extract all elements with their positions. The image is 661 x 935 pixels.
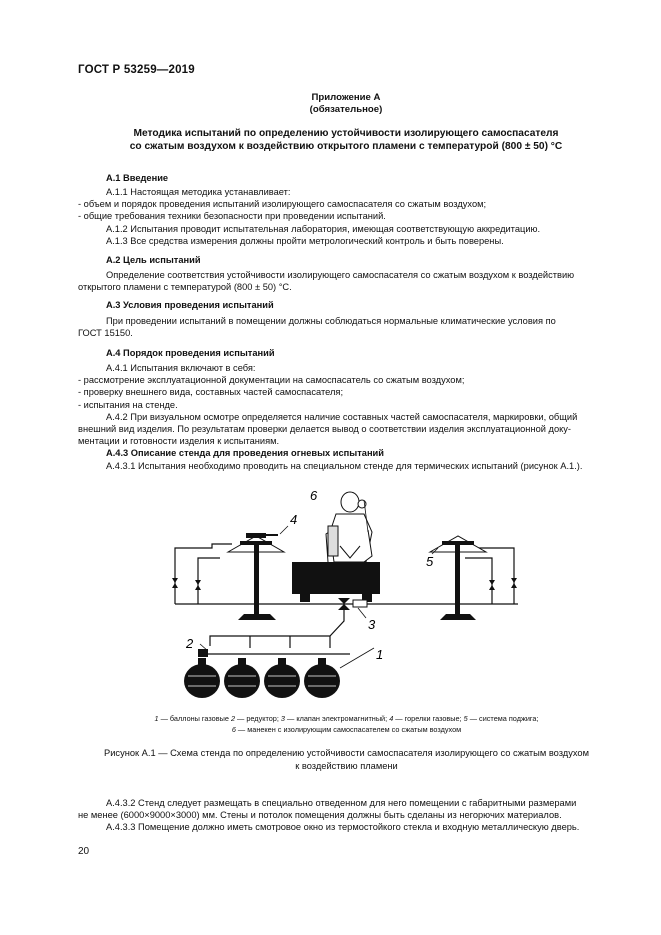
legend-text-2: — редуктор; (235, 714, 281, 723)
legend-text-3: — клапан электромагнитный; (284, 714, 390, 723)
a2-text-line2: открытого пламени с температурой (800 ± 50) °С. (78, 282, 292, 293)
cylinder-2 (224, 664, 260, 698)
label-1: 1 (376, 647, 384, 662)
gas-cylinders (184, 658, 340, 698)
a432-line2: не менее (6000×9000×3000) мм. Стены и потолок помещения должны быть сделаны из негорючих материалов. (78, 810, 562, 821)
cylinder-branches (250, 636, 330, 648)
a4-bullet-1: - рассмотрение эксплуатационной документации на самоспасатель со сжатым воздухом; (78, 375, 465, 386)
appendix-title: Приложение А (311, 92, 381, 103)
legend-text-4: — горелки газовые; (393, 714, 464, 723)
legend-text-1: — баллоны газовые (158, 714, 231, 723)
right-feed-pipe (442, 546, 514, 604)
section-a2-heading: А.2 Цель испытаний (106, 255, 201, 265)
a3-text-line1: При проведении испытаний в помещении должны соблюдаться нормальные климатические условия по (106, 316, 556, 326)
a4-p2-line3: ментации и готовности изделия к испытаниям. (78, 436, 280, 447)
section-a4-heading: А.4 Порядок проведения испытаний (106, 348, 275, 358)
page-number: 20 (78, 846, 90, 857)
label-6: 6 (310, 488, 318, 503)
section-a432-body (78, 797, 615, 834)
section-a2-body (78, 269, 615, 293)
figure-caption (78, 747, 615, 773)
right-ignition-pipe (465, 558, 492, 604)
legend-num-6: 6 (231, 725, 236, 734)
a1-bullet-2: - общие требования техники безопасности при проведении испытаний. (78, 211, 386, 222)
standard-header: ГОСТ Р 53259—2019 (78, 64, 195, 76)
figure-legend-line2 (78, 724, 615, 735)
a1-p3: А.1.3 Все средства измерения должны пройти метрологический контроль и быть поверены. (106, 235, 504, 246)
legend-text-5: — система поджига; (467, 714, 539, 723)
section-a1-body (78, 186, 615, 247)
legend-text-6: — манекен с изолирующим самоспасателем со сжатым воздухом (235, 725, 462, 734)
a1-p1: А.1.1 Настоящая методика устанавливает: (106, 187, 291, 197)
a4-bullet-2: - проверку внешнего вида, составных частей самоспасателя; (78, 387, 344, 398)
mannequin-table (292, 562, 380, 602)
main-title-line1: Методика испытаний по определению устойчивости изолирующего самоспасателя (133, 128, 559, 139)
a4-p2-line1: А.4.2 При визуальном осмотре определяется наличие составных частей самоспасателя, маркировки, общий (106, 411, 578, 422)
figure-legend (78, 713, 615, 735)
cylinder-3 (264, 664, 300, 698)
a432-line1: А.4.3.2 Стенд следует размещать в специально отведенном для него помещении с габаритными размерами (106, 798, 577, 808)
a3-text-line2: ГОСТ 15150. (78, 328, 133, 339)
a1-p2: А.1.2 Испытания проводит испытательная лаборатория, имеющая соответствующую аккредитацию. (106, 223, 541, 234)
a4-p3: А.4.3.1 Испытания необходимо проводить на специальном стенде для термических испытаний (рисунок А.1.). (106, 460, 583, 471)
label-4: 4 (290, 512, 298, 527)
section-a1-heading: А.1 Введение (106, 173, 169, 183)
mannequin-with-respirator (326, 492, 372, 562)
figure-caption-line1: Рисунок А.1 — Схема стенда по определению устойчивости самоспасателя изолирующего со сжатым воздухом (104, 748, 589, 758)
a1-bullet-1: - объем и порядок проведения испытаний изолирующего самоспасателя со сжатым воздухом; (78, 199, 487, 210)
section-a3-body (78, 315, 615, 339)
legend-num-4: 4 (389, 714, 394, 723)
test-stand-diagram (150, 486, 530, 708)
gas-burner-icon (246, 533, 278, 538)
legend-num-5: 5 (463, 714, 468, 723)
a4-p1: А.4.1 Испытания включают в себя: (106, 363, 256, 373)
supply-pipe (210, 604, 344, 646)
figure-legend-line1 (78, 713, 615, 724)
label-2: 2 (186, 636, 194, 651)
legend-num-3: 3 (280, 714, 285, 723)
a4-p2-line2: внешний вид изделия. По результатам проверки делается вывод о соответствии изделия эксплуатационной доку- (78, 424, 572, 435)
left-ignition-pipe (198, 558, 220, 604)
label-5: 5 (426, 554, 434, 569)
label-3: 3 (368, 617, 376, 632)
figure-caption-line2: к воздействию пламени (295, 761, 398, 771)
cylinder-4 (304, 664, 340, 698)
legend-num-1: 1 (154, 714, 159, 723)
a2-text-line1: Определение соответствия устойчивости изолирующего самоспасателя со сжатым воздухом к воздействию (106, 270, 575, 280)
legend-num-2: 2 (230, 714, 235, 723)
left-burner-stand (228, 536, 284, 620)
right-burner-stand (430, 536, 486, 620)
appendix-status: (обязательное) (309, 104, 383, 115)
left-feed-pipe (175, 544, 232, 604)
section-a4-body (78, 362, 615, 472)
section-a3-heading: А.3 Условия проведения испытаний (106, 300, 274, 310)
a4-subsection-heading: А.4.3 Описание стенда для проведения огневых испытаний (106, 448, 384, 459)
a433-text: А.4.3.3 Помещение должно иметь смотровое окно из термостойкого стекла и входную металлическую дверь. (106, 822, 580, 833)
main-title-line2: со сжатым воздухом к воздействию открытого пламени с температурой (800 ± 50) °С (129, 141, 563, 152)
a4-bullet-3: - испытания на стенде. (78, 399, 178, 410)
cylinder-1 (184, 664, 220, 698)
